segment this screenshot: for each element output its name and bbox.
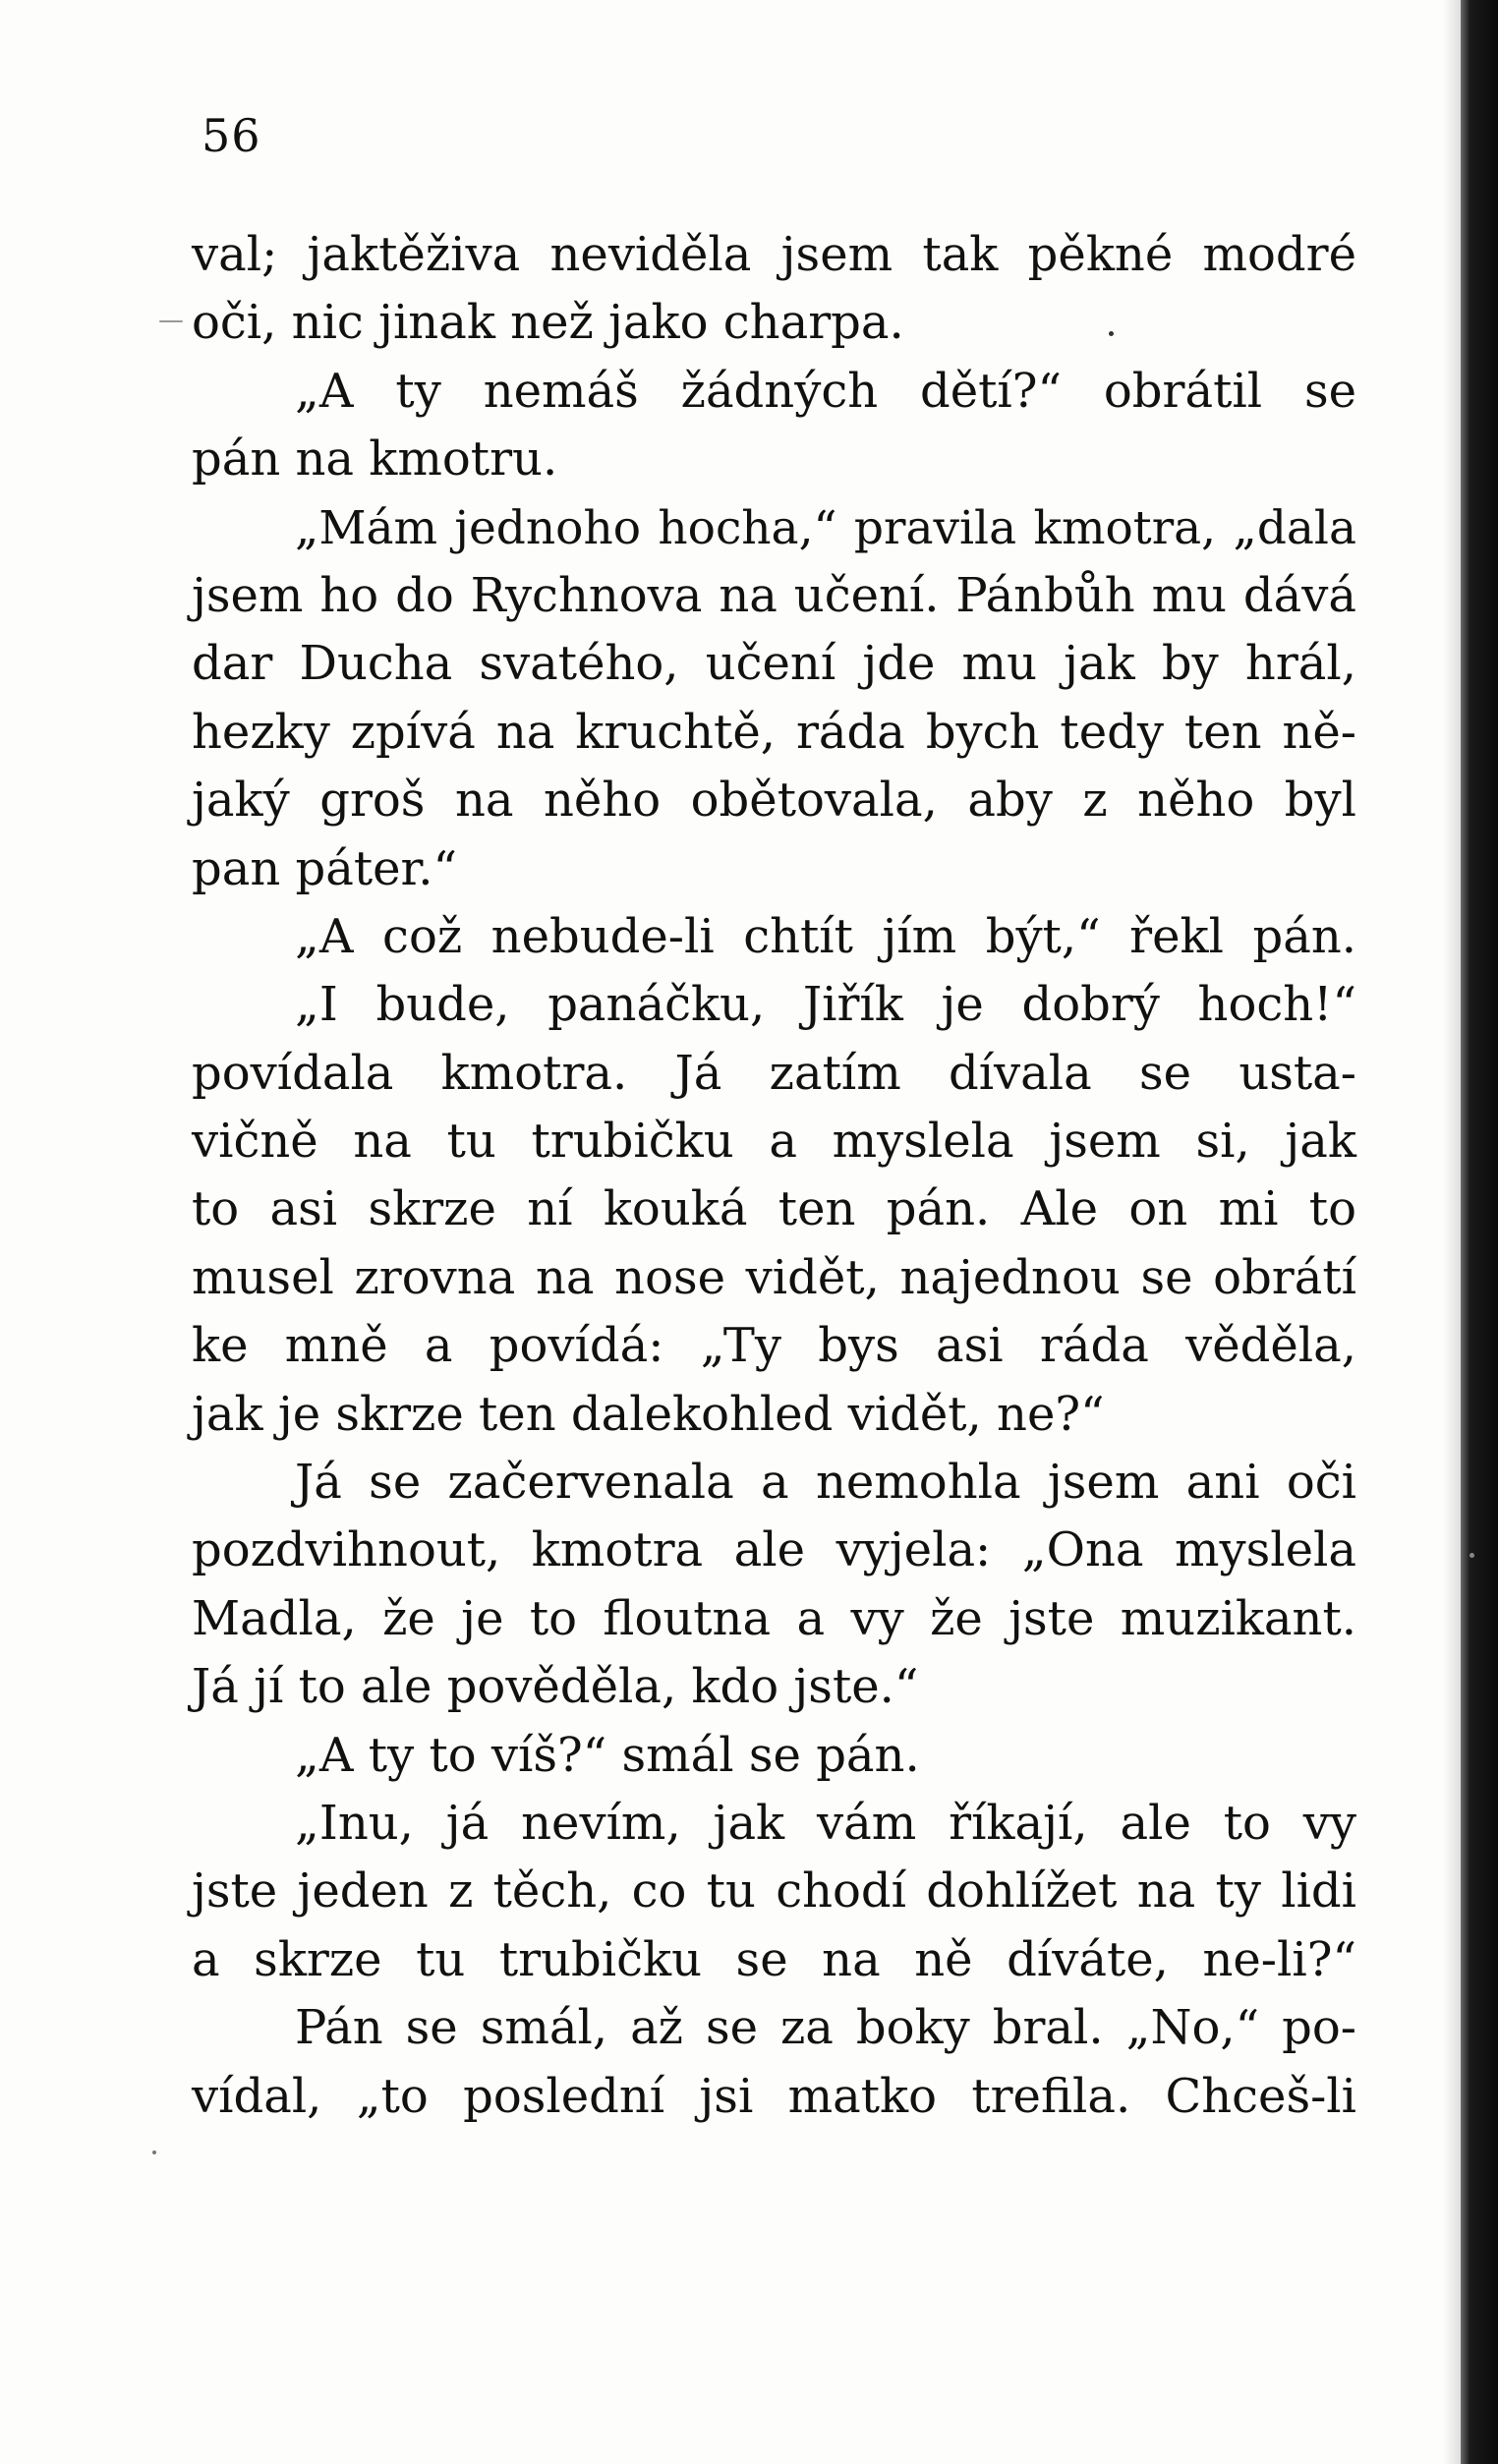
text-line: „A ty to víš?“ smál se pán. <box>295 1727 920 1783</box>
text-line: pán na kmotru. <box>192 431 558 487</box>
page-number: 56 <box>202 109 261 162</box>
text-line: val; jaktěživa neviděla jsem tak pěkné modré <box>192 227 1356 282</box>
text-line: hezky zpívá na kruchtě, ráda bych tedy ten ně- <box>192 704 1356 760</box>
text-line: povídala kmotra. Já zatím dívala se usta- <box>192 1045 1356 1101</box>
text-line: jaký groš na něho obětovala, aby z něho byl <box>192 773 1356 829</box>
text-line: musel zrovna na nose vidět, najednou se obrátí <box>192 1249 1356 1305</box>
body-text <box>192 221 1356 2131</box>
text-line: a skrze tu trubičku se na ně díváte, ne-li?“ <box>192 1931 1356 1987</box>
book-binding-edge <box>1461 0 1498 2464</box>
ink-speck <box>1469 1553 1474 1558</box>
text-line: Madla, že je to floutna a vy že jste muzikant. <box>192 1590 1356 1646</box>
text-line: ke mně a povídá: „Ty bys asi ráda věděla, <box>192 1318 1356 1374</box>
text-line: pozdvihnout, kmotra ale vyjela: „Ona myslela <box>192 1522 1356 1578</box>
ink-speck <box>152 2150 156 2154</box>
text-line: Pán se smál, až se za boky bral. „No,“ po- <box>295 2000 1356 2056</box>
text-line: „Inu, já nevím, jak vám říkají, ale to vy <box>295 1795 1356 1851</box>
text-line: vídal, „to poslední jsi matko trefila. Chceš-li <box>192 2068 1356 2124</box>
text-line: vičně na tu trubičku a myslela jsem si, jak <box>192 1114 1356 1170</box>
gutter-shadow <box>1443 0 1461 2464</box>
ink-speck <box>159 320 183 322</box>
text-line: dar Ducha svatého, učení jde mu jak by hrál, <box>192 636 1356 692</box>
text-line: „A což nebude-li chtít jím být,“ řekl pán. <box>295 908 1356 964</box>
text-line: jste jeden z těch, co tu chodí dohlížet na ty lidi <box>192 1863 1356 1920</box>
text-line: to asi skrze ní kouká ten pán. Ale on mi to <box>192 1181 1356 1237</box>
text-line: „A ty nemáš žádných dětí?“ obrátil se <box>295 363 1356 419</box>
text-line: oči, nic jinak než jako charpa. <box>192 295 904 351</box>
text-line: „I bude, panáčku, Jiřík je dobrý hoch!“ <box>295 977 1356 1033</box>
text-line: pan páter.“ <box>192 840 458 896</box>
text-line: jsem ho do Rychnova na učení. Pánbůh mu dává <box>192 567 1356 623</box>
ink-speck <box>1109 331 1114 336</box>
text-line: Já se začervenala a nemohla jsem ani oči <box>295 1455 1356 1511</box>
text-line: jak je skrze ten dalekohled vidět, ne?“ <box>192 1386 1105 1442</box>
text-line: Já jí to ale pověděla, kdo jste.“ <box>192 1659 919 1715</box>
text-line: „Mám jednoho hocha,“ pravila kmotra, „dala <box>295 500 1356 555</box>
